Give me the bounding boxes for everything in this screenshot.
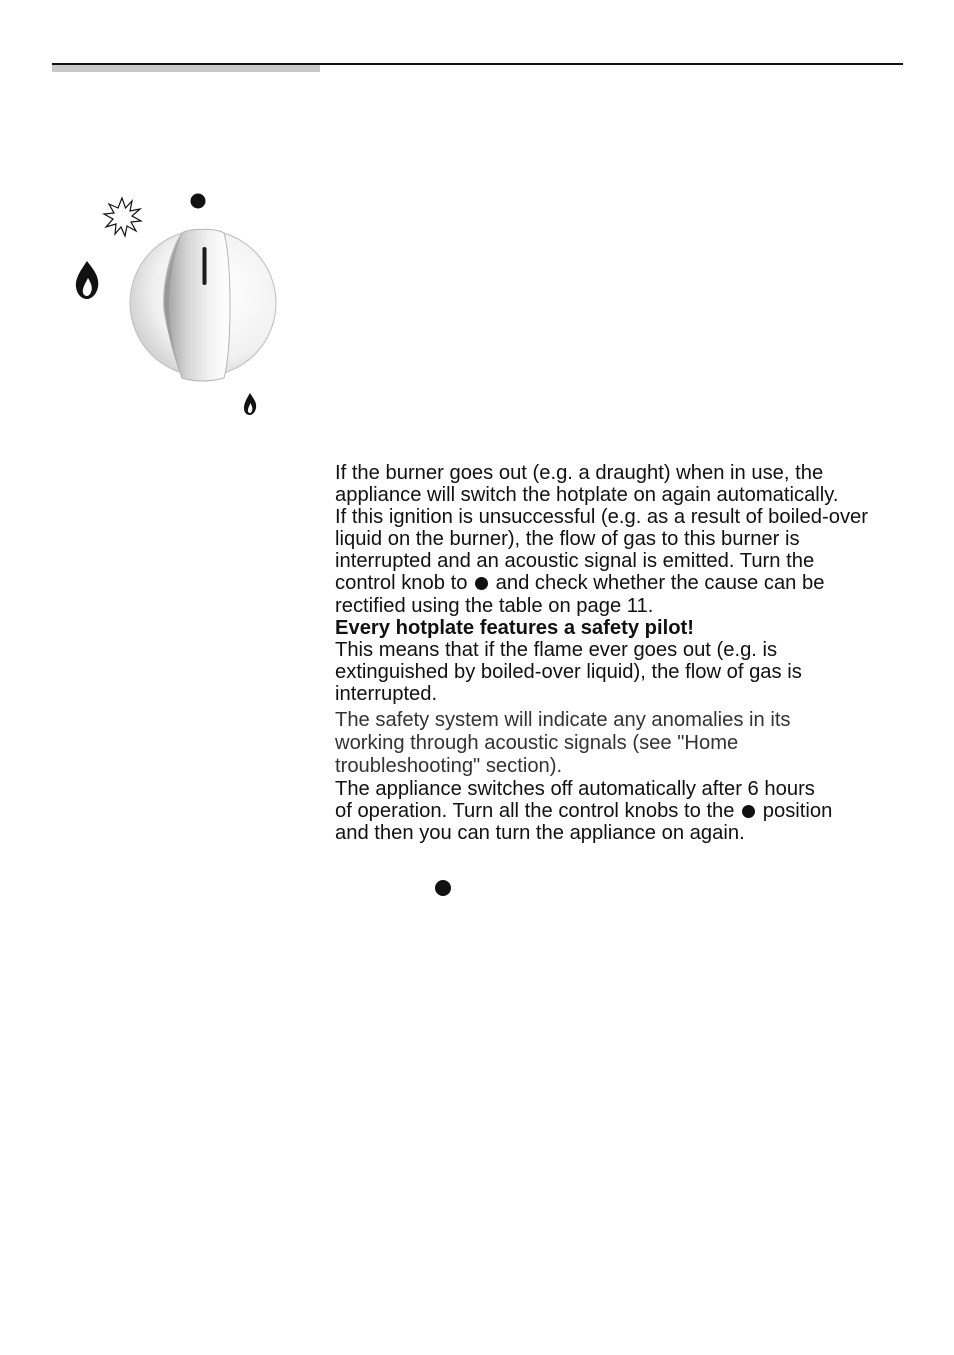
paragraph-reignition	[335, 462, 935, 617]
text-line: liquid on the burner), the flow of gas to this burner is	[335, 528, 800, 551]
control-knob-svg	[70, 185, 290, 420]
large-flame-icon	[76, 261, 98, 299]
text-line: If the burner goes out (e.g. a draught) when in use, the	[335, 462, 824, 484]
safety-instructions-text	[335, 462, 935, 844]
text-line-with-dot	[335, 800, 935, 822]
text-line-with-dot	[335, 572, 935, 594]
knob-indicator-line	[203, 247, 207, 285]
text-line: extinguished by boiled-over liquid), the flow of gas is	[335, 660, 802, 683]
ignition-spark-icon	[104, 198, 141, 236]
paragraph-acoustic-signals	[335, 709, 935, 778]
text-segment: position	[762, 800, 833, 823]
paragraph-auto-switch-off	[335, 778, 935, 844]
text-segment: of operation. Turn all the control knobs to the	[335, 800, 735, 823]
text-line: rectified using the table on page 11.	[335, 594, 654, 617]
text-line: appliance will switch the hotplate on again automatically.	[335, 484, 839, 507]
header-rule	[52, 63, 903, 65]
control-knob	[130, 229, 276, 381]
text-segment: control knob to	[335, 572, 468, 595]
text-segment: and check whether the cause can be	[495, 572, 825, 595]
text-line: troubleshooting" section).	[335, 755, 563, 778]
text-line: and then you can turn the appliance on again.	[335, 822, 745, 845]
off-position-dot-icon	[742, 805, 755, 818]
text-line: The safety system will indicate any anomalies in its	[335, 709, 791, 732]
paragraph-safety-pilot	[335, 639, 935, 705]
off-position-dot-icon	[435, 880, 451, 896]
text-line: working through acoustic signals (see "Home	[335, 732, 739, 755]
control-knob-diagram	[70, 185, 290, 420]
small-flame-icon	[244, 393, 256, 415]
text-line: If this ignition is unsuccessful (e.g. as a result of boiled-over	[335, 506, 868, 529]
safety-pilot-heading: Every hotplate features a safety pilot!	[335, 616, 694, 639]
off-position-dot-icon	[191, 194, 206, 209]
text-line: interrupted.	[335, 682, 438, 705]
text-line: The appliance switches off automatically after 6 hours	[335, 778, 815, 801]
text-line: interrupted and an acoustic signal is emitted. Turn the	[335, 550, 815, 573]
off-position-dot-icon	[475, 577, 488, 590]
text-line: This means that if the flame ever goes out (e.g. is	[335, 638, 778, 661]
